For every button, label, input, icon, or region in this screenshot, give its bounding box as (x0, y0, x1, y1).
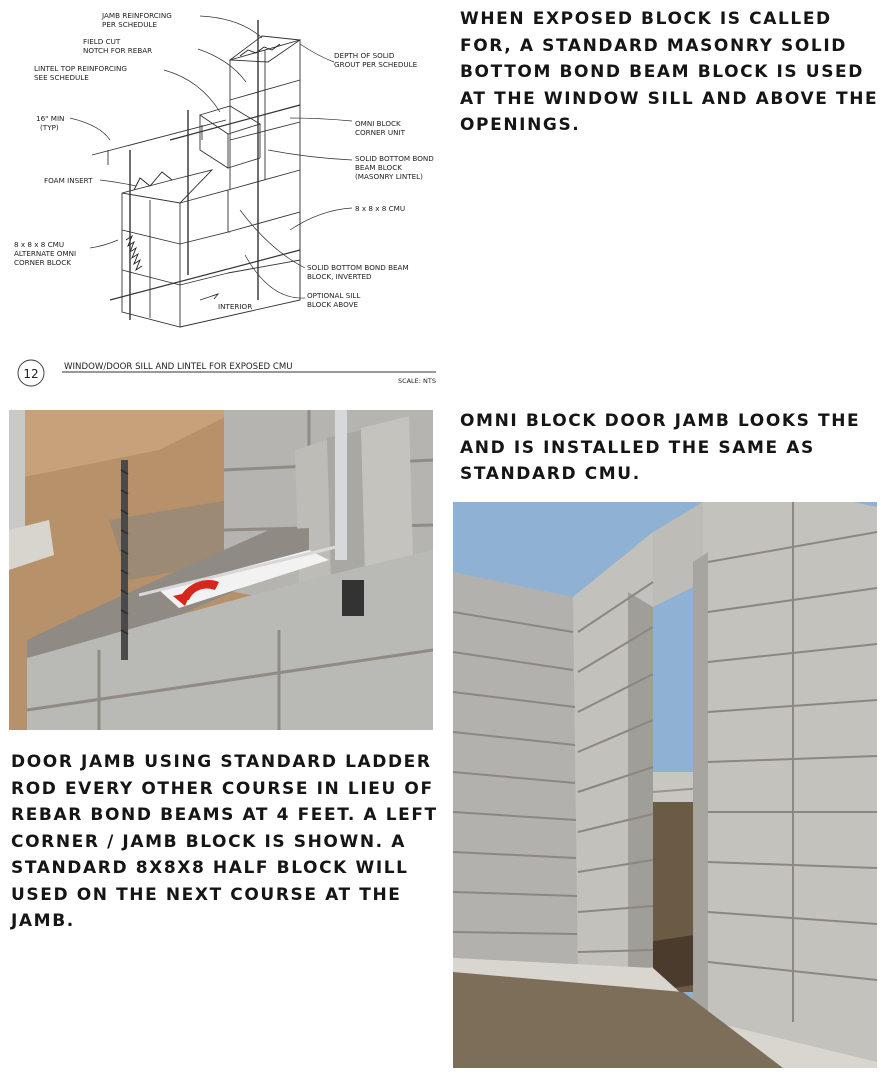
label-grout-depth-sub: GROUT PER SCHEDULE (334, 60, 418, 69)
label-foam-insert: FOAM INSERT (44, 176, 93, 185)
label-alt-corner-2: ALTERNATE OMNI (14, 249, 77, 258)
label-omni-corner: OMNI BLOCK (355, 119, 401, 128)
label-bond-beam-2: BEAM BLOCK (355, 163, 402, 172)
label-bond-beam-3: (MASONRY LINTEL) (355, 172, 423, 181)
label-inverted-sub: BLOCK, INVERTED (307, 272, 372, 281)
label-jamb-reinforcing: JAMB REINFORCING (102, 11, 172, 20)
label-grout-depth: DEPTH OF SOLID (334, 51, 395, 60)
label-lintel-top-sub: SEE SCHEDULE (34, 73, 89, 82)
detail-drawing (0, 0, 470, 395)
label-lintel-top: LINTEL TOP REINFORCING (34, 64, 127, 73)
caption-omni-jamb: OMNI BLOCK DOOR JAMB LOOKS THE AND IS INSTALLED THE SAME AS STANDARD CMU. (460, 411, 861, 484)
label-min-spacing-sub: (TYP) (40, 123, 59, 132)
detail-scale: SCALE: NTS (397, 377, 436, 385)
detail-title: WINDOW/DOOR SILL AND LINTEL FOR EXPOSED CMU (64, 362, 293, 372)
label-cmu: 8 x 8 x 8 CMU (355, 204, 406, 213)
callout-labels (14, 11, 434, 311)
label-sill: OPTIONAL SILL (307, 291, 361, 300)
label-field-cut-sub: NOTCH FOR REBAR (83, 46, 153, 55)
label-sill-sub: BLOCK ABOVE (307, 300, 359, 309)
caption-ladder-rod: DOOR JAMB USING STANDARD LADDER ROD EVERY OTHER COURSE IN LIEU OF REBAR BOND BEAMS AT 4 FEET. A LEFT CORNER / JAMB BLOCK IS SHOWN. A STANDARD 8X8X8 HALF BLOCK WILL USED ON THE NEXT COURSE AT THE JAMB. (11, 752, 438, 931)
detail-number: 12 (23, 367, 39, 381)
label-alt-corner-3: CORNER BLOCK (14, 258, 71, 267)
label-min-spacing: 16" MIN (36, 114, 65, 123)
label-jamb-reinforcing-sub: PER SCHEDULE (102, 20, 158, 29)
label-alt-corner: 8 x 8 x 8 CMU (14, 240, 65, 249)
label-omni-corner-sub: CORNER UNIT (355, 128, 406, 137)
conduit-pipe (335, 410, 347, 560)
label-interior: INTERIOR (218, 302, 253, 311)
door-opening-photo (453, 502, 877, 1068)
label-inverted: SOLID BOTTOM BOND BEAM (307, 263, 409, 272)
detail-title-block (18, 360, 436, 386)
label-field-cut: FIELD CUT (83, 37, 121, 46)
jamb-ladder-rod-photo (9, 410, 433, 730)
label-bond-beam: SOLID BOTTOM BOND (355, 154, 434, 163)
caption-exposed-block: WHEN EXPOSED BLOCK IS CALLED FOR, A STANDARD MASONRY SOLID BOTTOM BOND BEAM BLOCK IS USED AT THE WINDOW SILL AND ABOVE THE OPENINGS. (460, 9, 879, 135)
